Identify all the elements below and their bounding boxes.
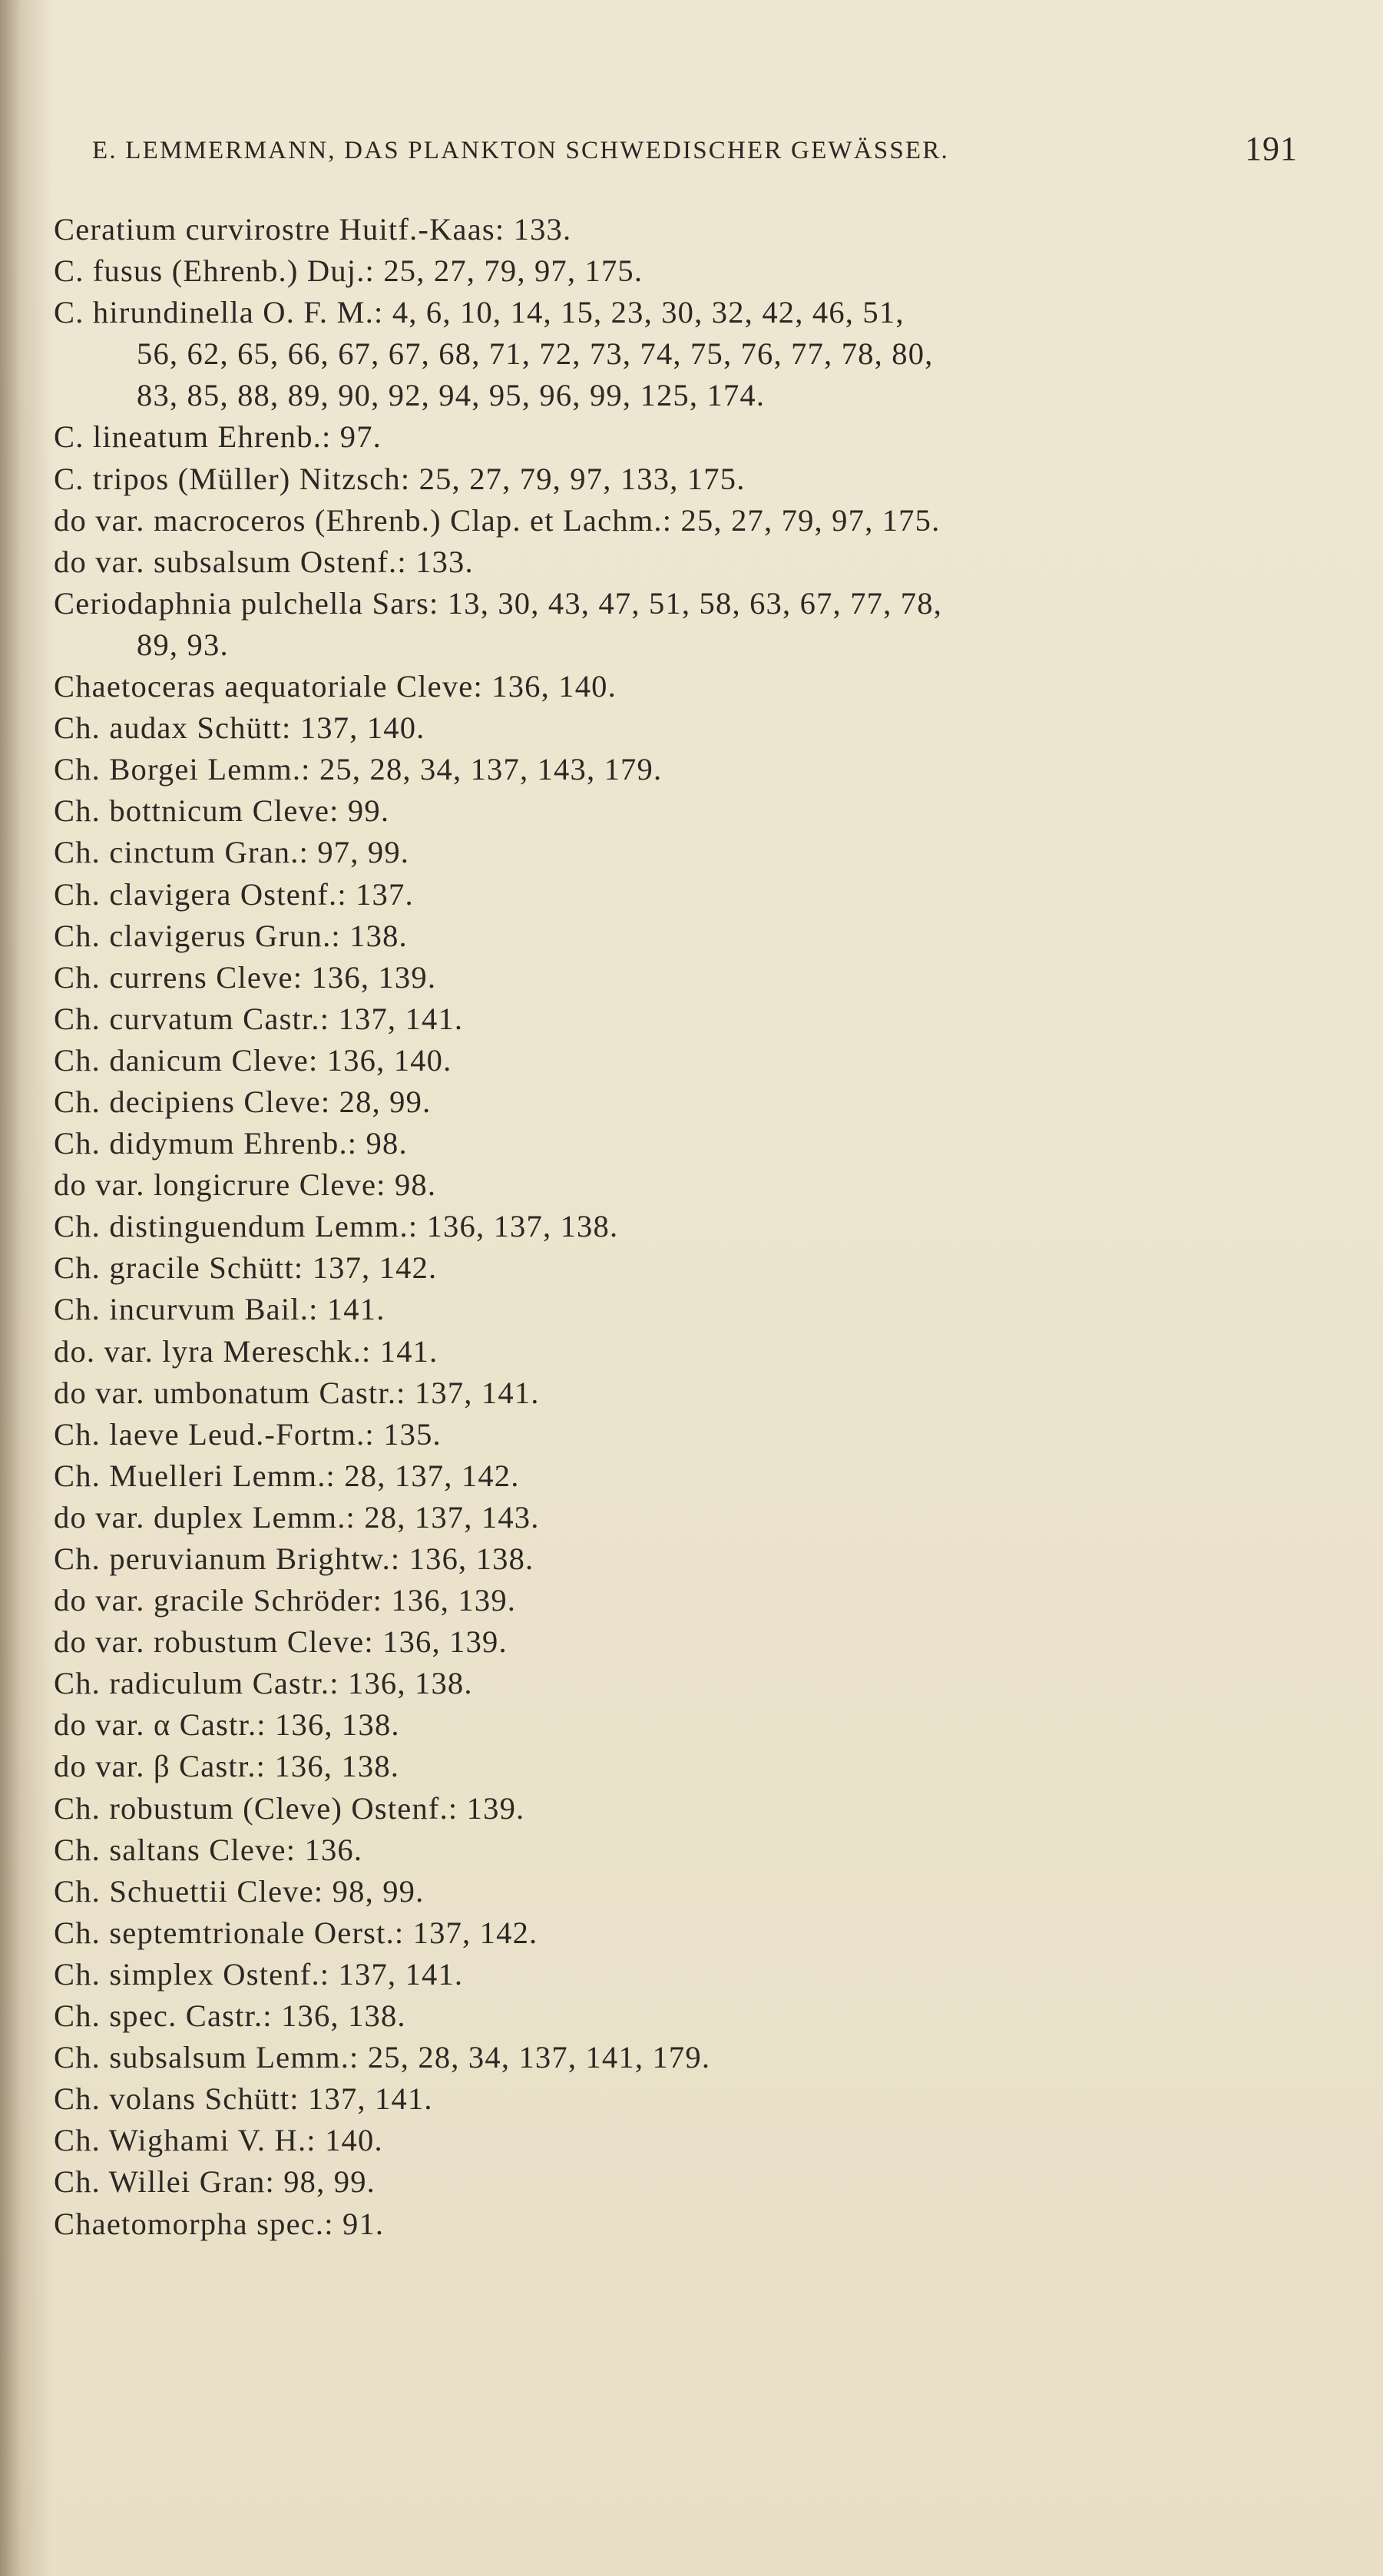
- index-entry-line: Ch. gracile Schütt: 137, 142.: [54, 1250, 438, 1286]
- page-number: 191: [1245, 130, 1298, 167]
- index-entry: [54, 1912, 1298, 1954]
- index-entry: [54, 1704, 1298, 1746]
- index-entries: [54, 209, 1298, 2245]
- index-entry-line: Ch. clavigera Ostenf.: 137.: [54, 876, 414, 912]
- index-entry: [54, 666, 1298, 707]
- index-entry-line: Ch. saltans Cleve: 136.: [54, 1832, 363, 1867]
- index-entry: [54, 1414, 1298, 1455]
- index-entry: [54, 1206, 1298, 1247]
- index-entry-line: Ch. distinguendum Lemm.: 136, 137, 138.: [54, 1209, 619, 1244]
- index-entry-line: Ch. curvatum Castr.: 137, 141.: [54, 1001, 464, 1036]
- index-entry: [54, 1123, 1298, 1164]
- index-entry-line: Ch. radiculum Castr.: 136, 138.: [54, 1666, 473, 1701]
- index-entry: [54, 541, 1298, 583]
- index-entry-line: Ch. bottnicum Cleve: 99.: [54, 793, 390, 829]
- index-entry-line: Ch. simplex Ostenf.: 137, 141.: [54, 1956, 464, 1992]
- index-entry: [54, 2037, 1298, 2078]
- index-entry: [54, 874, 1298, 916]
- index-entry-line: C. fusus (Ehrenb.) Duj.: 25, 27, 79, 97, 175.: [54, 253, 644, 289]
- index-entry-line: Ceratium curvirostre Huitf.-Kaas: 133.: [54, 212, 572, 247]
- index-entry-line: Ch. Wighami V. H.: 140.: [54, 2123, 383, 2158]
- index-entry-line: do var. subsalsum Ostenf.: 133.: [54, 544, 474, 579]
- index-entry: [54, 1247, 1298, 1289]
- index-entry: [54, 1164, 1298, 1206]
- index-entry: [54, 998, 1298, 1040]
- index-entry: [54, 1331, 1298, 1372]
- index-entry-line: Ch. didymum Ehrenb.: 98.: [54, 1126, 408, 1161]
- index-entry-line: C. tripos (Müller) Nitzsch: 25, 27, 79, 97, 133, 175.: [54, 461, 746, 496]
- index-entry: [54, 790, 1298, 832]
- index-entry: [54, 1372, 1298, 1414]
- index-entry: [54, 957, 1298, 998]
- index-entry: [54, 500, 1298, 541]
- index-entry: [54, 209, 1298, 250]
- index-entry: [54, 1040, 1298, 1081]
- index-entry: [54, 1954, 1298, 1995]
- index-entry-line: Chaetomorpha spec.: 91.: [54, 2206, 385, 2241]
- index-entry-line: Ch. laeve Leud.-Fortm.: 135.: [54, 1416, 442, 1452]
- index-entry-line: Ceriodaphnia pulchella Sars: 13, 30, 43, 47, 51, 58, 63, 67, 77, 78,: [54, 585, 942, 621]
- index-entry: [54, 707, 1298, 749]
- index-entry: [54, 749, 1298, 790]
- index-entry-continuation: 56, 62, 65, 66, 67, 67, 68, 71, 72, 73, 74, 75, 76, 77, 78, 80,: [137, 336, 934, 372]
- index-entry: [54, 2078, 1298, 2120]
- running-header: [92, 129, 1298, 175]
- index-entry-line: Ch. audax Schütt: 137, 140.: [54, 710, 425, 746]
- index-entry-line: Ch. cinctum Gran.: 97, 99.: [54, 835, 410, 870]
- index-entry: [54, 2161, 1298, 2203]
- index-entry: [54, 1663, 1298, 1704]
- index-entry-line: Ch. subsalsum Lemm.: 25, 28, 34, 137, 141, 179.: [54, 2040, 711, 2075]
- index-entry: [54, 1289, 1298, 1330]
- index-entry: [54, 250, 1298, 292]
- index-entry: [54, 292, 1298, 416]
- index-entry-line: do var. umbonatum Castr.: 137, 141.: [54, 1375, 540, 1410]
- index-entry: [54, 2120, 1298, 2161]
- index-entry: [54, 832, 1298, 873]
- index-entry: [54, 1995, 1298, 2037]
- index-entry-line: Ch. robustum (Cleve) Ostenf.: 139.: [54, 1790, 525, 1826]
- index-entry-line: Ch. clavigerus Grun.: 138.: [54, 918, 408, 953]
- index-entry-line: Ch. incurvum Bail.: 141.: [54, 1292, 385, 1327]
- index-entry-line: Ch. spec. Castr.: 136, 138.: [54, 1998, 406, 2034]
- index-entry-line: Ch. decipiens Cleve: 28, 99.: [54, 1084, 432, 1119]
- index-entry-line: do var. robustum Cleve: 136, 139.: [54, 1624, 508, 1660]
- index-entry: [54, 459, 1298, 500]
- index-entry-line: Ch. Borgei Lemm.: 25, 28, 34, 137, 143, 179.: [54, 752, 663, 787]
- index-entry: [54, 1621, 1298, 1663]
- index-entry-continuation: 89, 93.: [137, 627, 229, 662]
- index-entry: [54, 1788, 1298, 1829]
- index-entry: [54, 1538, 1298, 1580]
- index-entry-line: Ch. Muelleri Lemm.: 28, 137, 142.: [54, 1458, 520, 1493]
- index-entry: [54, 1455, 1298, 1497]
- index-entry: [54, 1497, 1298, 1538]
- index-entry-line: Ch. septemtrionale Oerst.: 137, 142.: [54, 1915, 538, 1950]
- index-entry-line: Ch. Willei Gran: 98, 99.: [54, 2164, 376, 2200]
- index-entry: [54, 583, 1298, 666]
- index-entry-continuation: 83, 85, 88, 89, 90, 92, 94, 95, 96, 99, 125, 174.: [137, 378, 766, 413]
- index-entry-line: do var. duplex Lemm.: 28, 137, 143.: [54, 1499, 540, 1535]
- index-entry-line: do var. longicrure Cleve: 98.: [54, 1167, 437, 1203]
- index-entry-line: Chaetoceras aequatoriale Cleve: 136, 140.: [54, 669, 617, 704]
- index-entry-line: Ch. currens Cleve: 136, 139.: [54, 959, 437, 995]
- index-entry-line: Ch. peruvianum Brightw.: 136, 138.: [54, 1541, 534, 1576]
- index-entry-line: do var. β Castr.: 136, 138.: [54, 1749, 400, 1784]
- index-entry: [54, 1746, 1298, 1787]
- index-entry: [54, 1871, 1298, 1912]
- index-entry-line: C. lineatum Ehrenb.: 97.: [54, 419, 382, 455]
- index-entry-line: Ch. danicum Cleve: 136, 140.: [54, 1042, 452, 1078]
- index-entry: [54, 916, 1298, 957]
- index-entry-line: C. hirundinella O. F. M.: 4, 6, 10, 14, 15, 23, 30, 32, 42, 46, 51,: [54, 295, 905, 330]
- index-entry-line: do var. macroceros (Ehrenb.) Clap. et Lachm.: 25, 27, 79, 97, 175.: [54, 502, 941, 538]
- index-entry-line: Ch. Schuettii Cleve: 98, 99.: [54, 1873, 425, 1909]
- index-entry: [54, 2204, 1298, 2245]
- index-entry: [54, 416, 1298, 458]
- index-entry-line: do var. gracile Schröder: 136, 139.: [54, 1583, 517, 1618]
- index-entry: [54, 1081, 1298, 1123]
- running-title: E. LEMMERMANN, DAS PLANKTON SCHWEDISCHER GEWÄSSER.: [92, 137, 949, 164]
- index-entry-line: do. var. lyra Mereschk.: 141.: [54, 1333, 438, 1369]
- index-entry: [54, 1829, 1298, 1871]
- index-entry-line: do var. α Castr.: 136, 138.: [54, 1707, 400, 1743]
- index-entry: [54, 1580, 1298, 1621]
- index-entry-line: Ch. volans Schütt: 137, 141.: [54, 2081, 433, 2117]
